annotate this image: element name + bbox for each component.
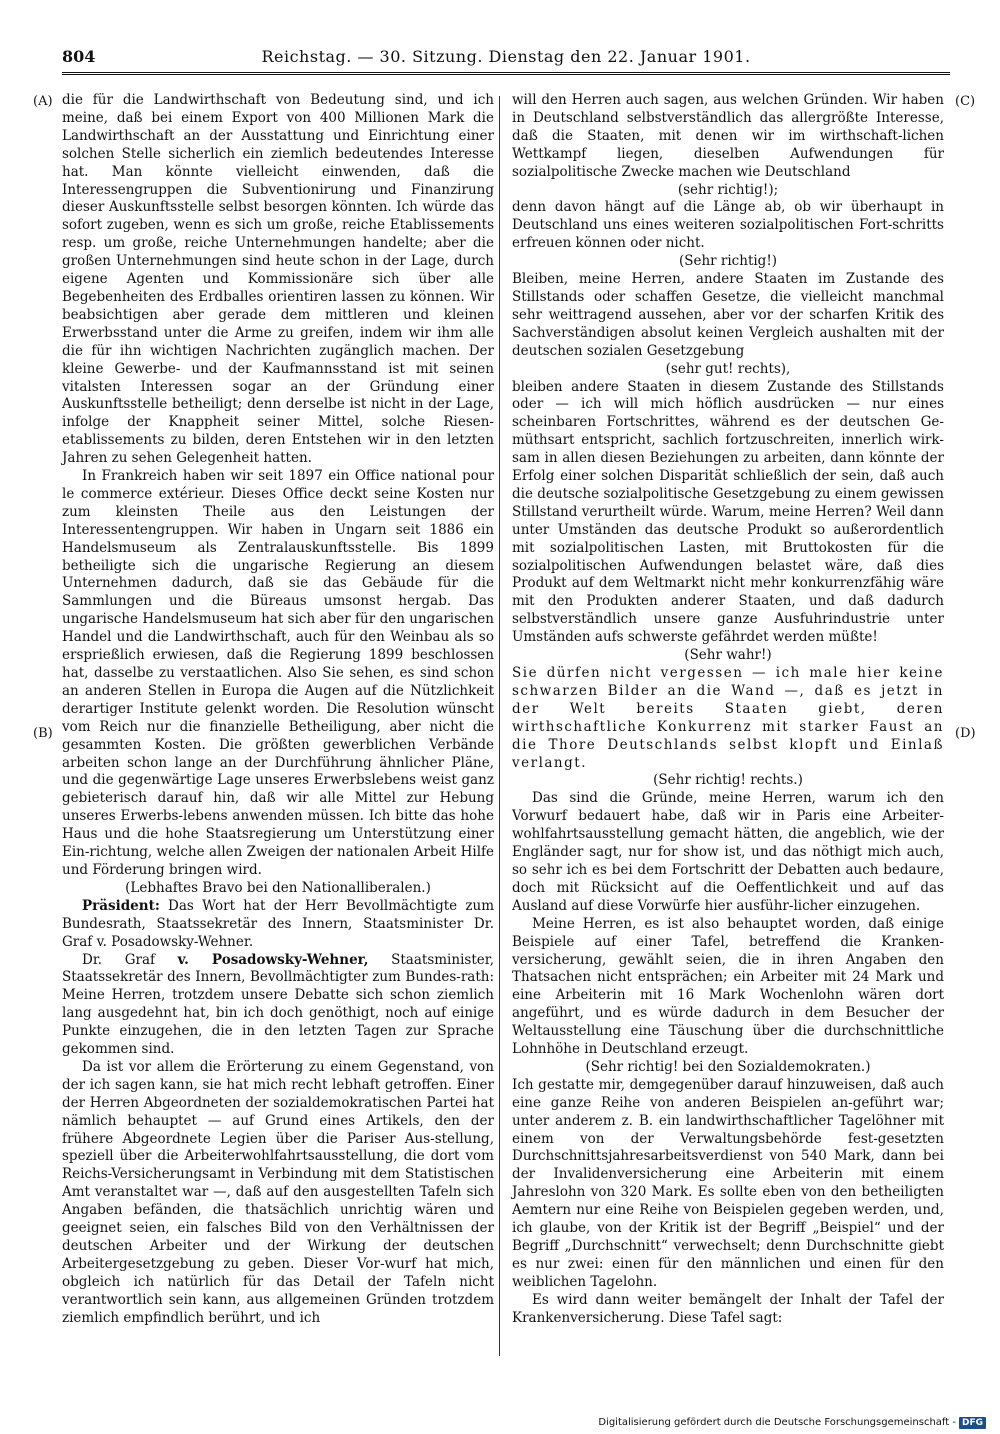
- speaker-text: Staatsminister, Staatssekretär des Innern, Bevollmächtigter zum Bundes-rath: Meine Herren, trotzdem unsere Debatte sich schon ziemlich lang ausgedehnt hat, bin ich doch genöthigt, noch auf einige Punkte einzugehen, die in den letzten Tagen zur Sprache gekommen sind.: [62, 951, 494, 1058]
- column-divider: [499, 96, 500, 1356]
- paragraph: Es wird dann weiter bemängelt der Inhalt der Tafel der Krankenversicherung. Diese Tafel sagt:: [512, 1291, 944, 1326]
- paragraph: bleiben andere Staaten in diesem Zustande des Stillstands oder — ich will mich höflich ausdrücken — nur eines scheinbaren Fortschrittes, während es der deutschen Ge-müthsart entspricht, sachlich fortzuschreiten, innerlich wirk-sam in allen diesen Beziehungen zu arbeiten, dann könnte der Erfolg einer solchen Disparität schließlich der sein, daß auch die deutsche sozialpolitische Gesetzgebung zu einem gewissen Stillstand verurtheilt würde. Warum, meine Herren? Weil dann unter Umständen das deutsche Produkt so außerordentlich mit sozialpolitischen Lasten, mit Bruttokosten für die sozialpolitischen Aufwendungen belastet wäre, daß dies Produkt auf dem Weltmarkt nicht mehr konkurrenzfähig wäre mit den Produkten anderer Staaten, und daß dadurch selbstverständlich unsere ganze Ausfuhrindustrie unter Umständen aufs schwerste gefährdet werden müßte!: [512, 378, 944, 646]
- interjection: (Sehr richtig! rechts.): [653, 772, 803, 789]
- paragraph: Meine Herren, es ist also behauptet worden, daß einige Beispiele auf einer Tafel, betreffend die Kranken-versicherung, gewählt seien, die in ihren Angaben den Thatsachen nicht entsprächen; ein Arbeiter mit 24 Mark und eine Arbeiterin mit 16 Mark Wochenlohn wären dort angeführt, und es würde dadurch in dem Besucher der Weltausstellung eine Täuschung über die durchschnittliche Lohnhöhe in Deutschland erzeugt.: [512, 915, 944, 1058]
- paragraph: Ich gestatte mir, demgegenüber darauf hinzuweisen, daß auch eine ganze Reihe von anderen Beispielen an-geführt war; unter anderem z. B. ein landwirthschaftlicher Tagelöhner mit einem von der Verwaltungsbehörde fest-gesetzten Durchschnittsjahresarbeitsverdienst von 540 Mark, dann bei der Invalidenversicherung eine Arbeiterin mit einem Jahreslohn von 320 Mark. Es sollte eben von den betheiligten Aemtern nur eine Reihe von Beispielen gegeben werden, und, ich glaube, von der Kritik ist der Begriff „Beispiel“ und der Begriff „Durchschnitt“ verwechselt; denn Durchschnitte giebt es nur zwei: einen für den männlichen und einen für den weiblichen Tagelohn.: [512, 1076, 944, 1290]
- header-rule: [62, 72, 950, 75]
- interjection: (Sehr richtig! bei den Sozialdemokraten.): [585, 1058, 871, 1075]
- dfg-logo: DFG: [959, 1417, 986, 1429]
- paragraph: Das sind die Gründe, meine Herren, warum ich den Vorwurf bedauert habe, daß wir in Paris eine Arbeiter-wohlfahrtsausstellung gemacht hätten, die angeblich, wie der Engländer sagt, nur for show ist, und das nöthigt mich auch, so sehr ich es bei dem Fortschritt der Debatten auch bedaure, doch mit Rücksicht auf die Oeffentlichkeit und auf das Ausland auf diese Vorwürfe hier ausführ-licher einzugehen.: [512, 790, 944, 914]
- paragraph: Da ist vor allem die Erörterung zu einem Gegenstand, von der ich sagen kann, sie hat mich recht lebhaft getroffen. Einer der Herren Abgeordneten der sozialdemokratischen Partei hat nämlich behauptet — auf Grund eines Artikels, den der frühere Abgeordnete Legien über die Pariser Aus-stellung, speziell über die Arbeiterwohlfahrtsausstellung, die dort vom Reichs-Versicherungsamt in Verbindung mit dem Statistischen Amt veranstaltet war —, daß auf den ausgestellten Tafeln sich Angaben befänden, die thatsächlich unrichtig wären und geeignet seien, ein falsches Bild von den Verhältnissen der deutschen Arbeiter und der Wirkung der deutschen Arbeitergesetzgebung zu geben. Dieser Vor-wurf hat mich, obgleich ich natürlich für das Detail der Tafeln nicht verantwortlich sein kann, aus allgemeinen Gründen trotzdem ziemlich empfindlich berührt, und ich: [62, 1058, 494, 1326]
- margin-mark-c: (C): [955, 94, 976, 109]
- interjection: (sehr richtig!);: [677, 181, 779, 198]
- interjection: (sehr gut! rechts),: [665, 360, 791, 377]
- paragraph: In Frankreich haben wir seit 1897 ein Office national pour le commerce extérieur. Dieses Office deckt seine Kosten nur zum kleinsten Theile aus den Leistungen der Interessentengruppen. Wir haben in Ungarn seit 1886 ein Handelsmuseum als Zentralauskunftsstelle. Bis 1899 betheiligte sich die ungarische Regierung an diesem Unternehmen dadurch, daß sie das Gebäude für die Sammlungen und die Büreaus umsonst hergab. Das ungarische Handelsmuseum hat sich aber für den ungarischen Handel und die Landwirthschaft, auch für den Weinbau als so ersprießlich erwiesen, daß die Regierung 1899 beschlossen hat, dasselbe zu verstaatlichen. Also Sie sehen, es sind schon an anderen Stellen in Europa die Augen auf die Nützlichkeit derartiger Institute gelenkt worden. Die Resolution wünscht vom Reich nur die finanzielle Betheiligung, aber nicht die gesammten Kosten. Die größten gewerblichen Verbände arbeiten schon lange an der Durchführung ähnlicher Pläne, und die gegenwärtige Lage unseres Erwerbslebens weist ganz gebieterisch darauf hin, daß wir alle Mittel zur Hebung unseres Erwerbs-lebens anwenden müssen. Ich bitte das hohe Haus und die hohe Staatsregierung um Unterstützung einer Ein-richtung, welche allen Zweigen der nationalen Arbeit Hilfe und Förderung bringen wird.: [62, 468, 494, 878]
- page-header: [62, 46, 950, 68]
- right-column: [512, 92, 944, 1328]
- paragraph: will den Herren auch sagen, aus welchen Gründen. Wir haben in Deutschland selbstverständlich das allergrößte Interesse, daß die Staaten, mit denen wir im wirthschaft-lichen Wettkampf liegen, dieselben Aufwendungen für sozialpolitische Zwecke machen wie Deutschland: [512, 92, 944, 180]
- margin-mark-b: (B): [33, 726, 53, 741]
- margin-mark-d: (D): [955, 726, 976, 741]
- credit-text: Digitalisierung gefördert durch die Deutsche Forschungsgemeinschaft -: [598, 1417, 956, 1428]
- left-column: [62, 92, 494, 1328]
- paragraph: die für die Landwirthschaft von Bedeutung sind, und ich meine, daß bei einem Export von 400 Millionen Mark die Landwirthschaft an der Ausstattung und Einrichtung einer solchen Stelle sicherlich ein ziemlich bedeutendes Interesse hat. Man könnte vielleicht einwenden, daß die Interessengruppen die Subventionirung und Finanzirung dieser Auskunftsstelle selbst besorgen könnten. Ich würde das sofort zugeben, wenn es sich um große, reiche Etablissements resp. um große, reiche Unternehmungen handelte; aber die großen Unternehmungen sind heute schon in der Lage, durch eigene Agenten und Kommissionäre sich über alle Begebenheiten des Erdballes orientiren lassen zu können. Wir beabsichtigen aber gerade dem mittleren und kleinen Erwerbsstand unter die Arme zu greifen, indem wir ihm alle die für ihn wichtigen Nachrichten zugänglich machen. Der kleine Gewerbe- und der Kaufmannsstand ist mit seinen vitalsten Interessen sogar an der Gründung einer Auskunftsstelle betheiligt; denn derselbe ist nicht in der Lage, infolge der Knappheit seiner Mittel, solche Riesen-etablissements zu bilden, deren Entstehen wir in den letzten Jahren zu sehen Gelegenheit hatten.: [62, 92, 494, 467]
- margin-mark-a: (A): [33, 94, 53, 109]
- paragraph: Sie dürfen nicht vergessen — ich male hier keine schwarzen Bilder an die Wand —, daß es jetzt in der Welt bereits Staaten giebt, deren wirthschaftliche Konkurrenz mit starker Faust an die Thore Deutschlands selbst klopft und Einlaß verlangt.: [512, 665, 944, 771]
- digitization-credit: [598, 1416, 986, 1430]
- interjection: (Sehr richtig!): [678, 253, 778, 270]
- speaker-paragraph: [62, 898, 494, 952]
- speaker-name: v. Posadowsky-Wehner,: [177, 951, 369, 968]
- paragraph: denn davon hängt auf die Länge ab, ob wir überhaupt in Deutschland uns eines weiteren sozialpolitischen Fort-schritts erfreuen können oder nicht.: [512, 199, 944, 252]
- interjection: (Sehr wahr!): [684, 647, 772, 664]
- speaker-title: Dr. Graf: [82, 951, 178, 968]
- running-title: Reichstag. — 30. Sitzung. Dienstag den 22. Januar 1901.: [261, 47, 751, 66]
- applause-note: (Lebhaftes Bravo bei den Nationalliberalen.): [125, 879, 431, 896]
- speaker-text: Das Wort hat der Herr Bevollmächtigte zum Bundesrath, Staatssekretär des Innern, Staatsminister Dr. Graf v. Posadowsky-Wehner.: [62, 897, 494, 950]
- page-number: 804: [62, 47, 96, 66]
- speaker-name: Präsident:: [82, 897, 160, 914]
- paragraph: Bleiben, meine Herren, andere Staaten im Zustande des Stillstands oder schaffen Gesetze, die vielleicht manchmal sehr weittragend aussehen, aber vor der scharfen Kritik des Sachverständigen absolut keinen Vergleich aushalten mit der deutschen sozialen Gesetzgebung: [512, 271, 944, 359]
- speaker-paragraph: [62, 952, 494, 1059]
